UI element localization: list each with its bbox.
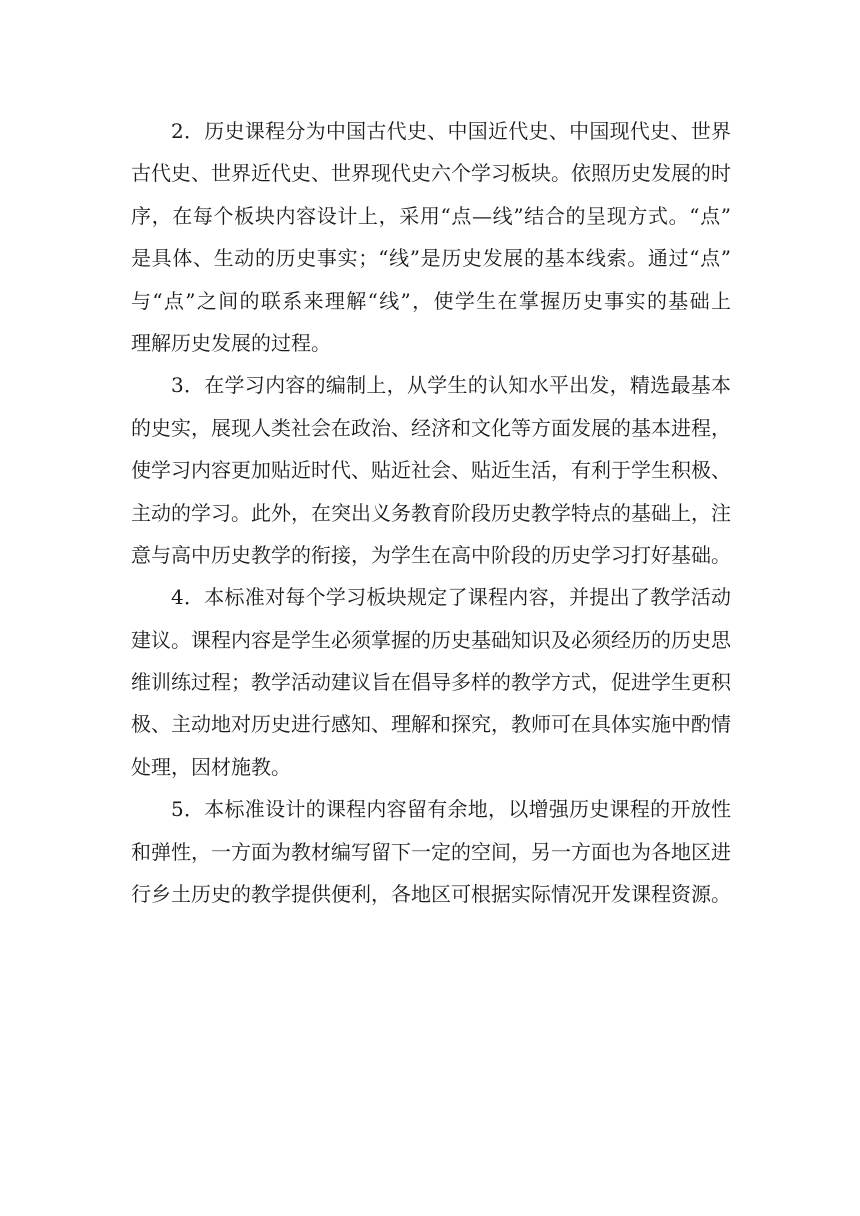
text-line: 是具体、生动的历史事实；“线”是历史发展的基本线索。通过“点” bbox=[131, 246, 731, 271]
text-line: 3．在学习内容的编制上，从学生的认知水平出发，精选最基本 bbox=[171, 373, 731, 398]
text-line: 建议。课程内容是学生必须掌握的历史基础知识及必须经历的历史思 bbox=[131, 627, 731, 652]
paragraph-2 bbox=[131, 110, 731, 364]
text-line: 古代史、世界近代史、世界现代史六个学习板块。依照历史发展的时 bbox=[131, 161, 731, 186]
text-line: 主动的学习。此外，在突出义务教育阶段历史教学特点的基础上，注 bbox=[131, 500, 731, 525]
text-line: 行乡土历史的教学提供便利，各地区可根据实际情况开发课程资源。 bbox=[131, 882, 731, 907]
text-line: 维训练过程；教学活动建议旨在倡导多样的教学方式，促进学生更积 bbox=[131, 670, 731, 695]
text-line: 意与高中历史教学的衔接，为学生在高中阶段的历史学习打好基础。 bbox=[131, 542, 731, 567]
text-line: 5．本标准设计的课程内容留有余地，以增强历史课程的开放性 bbox=[171, 797, 731, 822]
paragraph-4 bbox=[131, 576, 731, 788]
paragraph-5 bbox=[131, 788, 731, 915]
text-line: 处理，因材施教。 bbox=[131, 754, 291, 779]
document-body bbox=[131, 110, 731, 915]
text-line: 序，在每个板块内容设计上，采用“点—线”结合的呈现方式。“点” bbox=[131, 203, 731, 228]
text-line: 2．历史课程分为中国古代史、中国近代史、中国现代史、世界 bbox=[171, 119, 731, 143]
text-line: 使学习内容更加贴近时代、贴近社会、贴近生活，有利于学生积极、 bbox=[131, 458, 731, 483]
text-line: 与“点”之间的联系来理解“线”，使学生在掌握历史事实的基础上 bbox=[131, 288, 731, 313]
text-line: 和弹性，一方面为教材编写留下一定的空间，另一方面也为各地区进 bbox=[131, 839, 731, 864]
text-line: 4．本标准对每个学习板块规定了课程内容，并提出了教学活动 bbox=[171, 585, 731, 610]
paragraph-3 bbox=[131, 364, 731, 576]
text-line: 的史实，展现人类社会在政治、经济和文化等方面发展的基本进程， bbox=[131, 415, 731, 440]
text-line: 理解历史发展的过程。 bbox=[131, 330, 331, 355]
text-line: 极、主动地对历史进行感知、理解和探究，教师可在具体实施中酌情 bbox=[131, 712, 731, 737]
